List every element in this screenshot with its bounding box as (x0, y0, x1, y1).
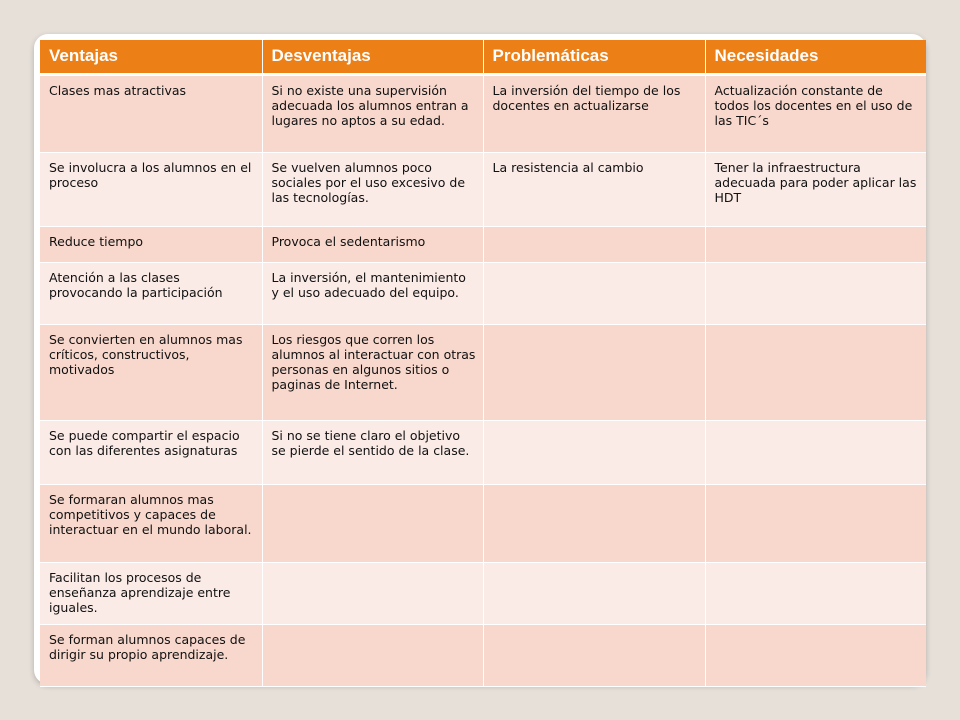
table-row (40, 624, 926, 686)
cell-ventajas: Se forman alumnos capaces de dirigir su propio aprendizaje. (40, 624, 262, 686)
table-row (40, 152, 926, 226)
table-row (40, 420, 926, 484)
table-row (40, 262, 926, 324)
cell-necesidades (705, 324, 926, 420)
cell-problematicas: La resistencia al cambio (483, 152, 705, 226)
cell-problematicas (483, 226, 705, 262)
cell-desventajas: Los riesgos que corren los alumnos al interactuar con otras personas en algunos sitios o paginas de Internet. (262, 324, 483, 420)
cell-necesidades (705, 484, 926, 562)
cell-ventajas: Se convierten en alumnos mas críticos, constructivos, motivados (40, 324, 262, 420)
cell-necesidades (705, 226, 926, 262)
table-row (40, 74, 926, 152)
cell-necesidades (705, 562, 926, 624)
cell-ventajas: Clases mas atractivas (40, 74, 262, 152)
cell-ventajas: Se puede compartir el espacio con las diferentes asignaturas (40, 420, 262, 484)
cell-necesidades (705, 262, 926, 324)
cell-necesidades: Tener la infraestructura adecuada para poder aplicar las HDT (705, 152, 926, 226)
cell-problematicas (483, 562, 705, 624)
cell-desventajas (262, 562, 483, 624)
header-ventajas: Ventajas (40, 40, 262, 74)
comparison-table-container (40, 40, 926, 700)
table-row (40, 562, 926, 624)
cell-desventajas: Si no se tiene claro el objetivo se pierde el sentido de la clase. (262, 420, 483, 484)
cell-desventajas (262, 624, 483, 686)
cell-ventajas: Reduce tiempo (40, 226, 262, 262)
cell-desventajas: Si no existe una supervisión adecuada los alumnos entran a lugares no aptos a su edad. (262, 74, 483, 152)
cell-necesidades (705, 624, 926, 686)
table-row (40, 484, 926, 562)
cell-problematicas (483, 324, 705, 420)
header-necesidades: Necesidades (705, 40, 926, 74)
cell-problematicas (483, 484, 705, 562)
cell-necesidades (705, 420, 926, 484)
cell-desventajas: Provoca el sedentarismo (262, 226, 483, 262)
cell-ventajas: Atención a las clases provocando la participación (40, 262, 262, 324)
cell-problematicas: La inversión del tiempo de los docentes en actualizarse (483, 74, 705, 152)
cell-desventajas (262, 484, 483, 562)
cell-ventajas: Facilitan los procesos de enseñanza aprendizaje entre iguales. (40, 562, 262, 624)
table-header-row (40, 40, 926, 74)
header-problematicas: Problemáticas (483, 40, 705, 74)
cell-ventajas: Se formaran alumnos mas competitivos y capaces de interactuar en el mundo laboral. (40, 484, 262, 562)
header-desventajas: Desventajas (262, 40, 483, 74)
table-row (40, 226, 926, 262)
cell-necesidades: Actualización constante de todos los docentes en el uso de las TIC´s (705, 74, 926, 152)
cell-ventajas: Se involucra a los alumnos en el proceso (40, 152, 262, 226)
cell-problematicas (483, 420, 705, 484)
cell-desventajas: Se vuelven alumnos poco sociales por el uso excesivo de las tecnologías. (262, 152, 483, 226)
cell-problematicas (483, 624, 705, 686)
comparison-table (40, 40, 926, 687)
table-row (40, 324, 926, 420)
cell-problematicas (483, 262, 705, 324)
cell-desventajas: La inversión, el mantenimiento y el uso adecuado del equipo. (262, 262, 483, 324)
